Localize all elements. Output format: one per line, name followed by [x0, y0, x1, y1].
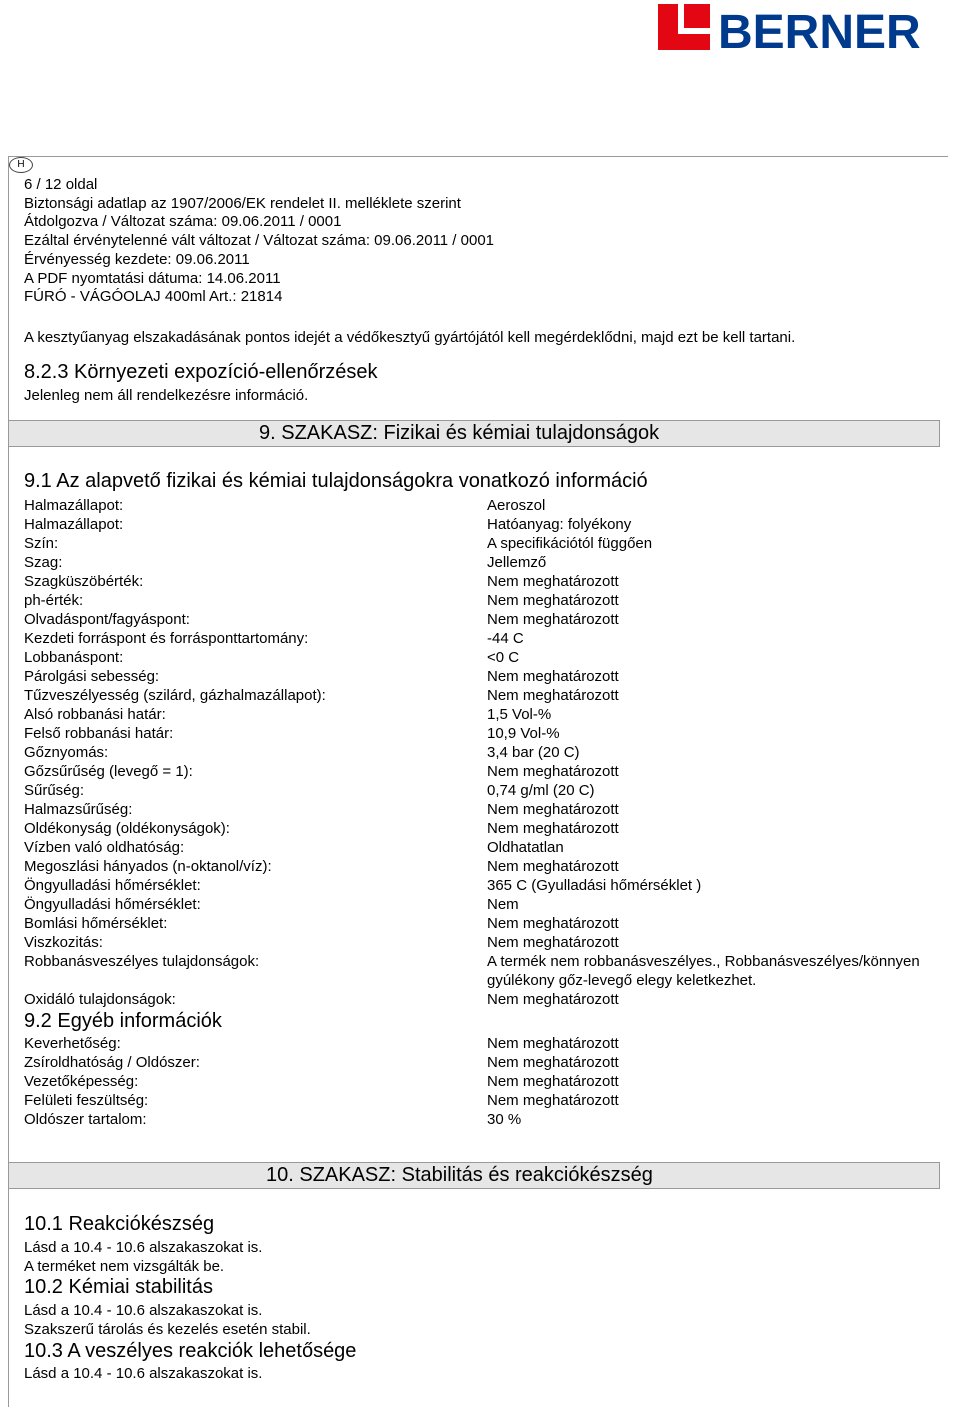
property-value: <0 C — [487, 649, 520, 666]
property-row — [24, 933, 934, 952]
section-9-band — [8, 420, 940, 447]
glove-note: A kesztyűanyag elszakadásának pontos idejét a védőkesztyű gyártójától kell megérdeklődni, majd ezt be kell tartani. — [24, 329, 796, 346]
property-value: Nem meghatározott — [487, 687, 619, 704]
section-9-1-title: 9.1 Az alapvető fizikai és kémiai tulajdonságokra vonatkozó információ — [24, 470, 648, 492]
property-row — [24, 629, 934, 648]
section-10-2-title: 10.2 Kémiai stabilitás — [24, 1276, 213, 1298]
property-value: Nem meghatározott — [487, 801, 619, 818]
property-value: Nem meghatározott — [487, 991, 619, 1008]
property-row — [24, 1053, 934, 1072]
property-value: Nem meghatározott — [487, 611, 619, 628]
section-10-3-title: 10.3 A veszélyes reakciók lehetősége — [24, 1340, 357, 1362]
header-regulation: Biztonsági adatlap az 1907/2006/EK rendelet II. melléklete szerint — [24, 194, 461, 212]
property-label: Halmazállapot: — [24, 516, 124, 533]
property-value: Nem meghatározott — [487, 763, 619, 780]
property-label: Megoszlási hányados (n-oktanol/víz): — [24, 858, 272, 875]
property-label: Zsíroldhatóság / Oldószer: — [24, 1054, 200, 1071]
property-row — [24, 819, 934, 838]
property-row — [24, 705, 934, 724]
property-label: Halmazsűrűség: — [24, 801, 133, 818]
property-value: Nem meghatározott — [487, 592, 619, 609]
property-value: A termék nem robbanásveszélyes., Robbanásveszélyes/könnyen gyúlékony gőz-levegő elegy keletkezhet. — [487, 953, 920, 989]
property-row — [24, 895, 934, 914]
property-value: Nem meghatározott — [487, 573, 619, 590]
property-row — [24, 1034, 934, 1053]
property-value: 30 % — [487, 1111, 522, 1128]
property-value: Hatóanyag: folyékony — [487, 516, 632, 533]
property-value: Aeroszol — [487, 497, 546, 514]
section-10-2-line: Lásd a 10.4 - 10.6 alszakaszokat is. — [24, 1302, 263, 1319]
property-label: Kezdeti forráspont és forrásponttartomány: — [24, 630, 309, 647]
section-10-1-title: 10.1 Reakciókészség — [24, 1213, 215, 1235]
property-label: Alsó robbanási határ: — [24, 706, 166, 723]
property-label: Oxidáló tulajdonságok: — [24, 991, 176, 1008]
property-value: 3,4 bar (20 C) — [487, 744, 580, 761]
property-label: Robbanásveszélyes tulajdonságok: — [24, 953, 260, 970]
property-value: Nem — [487, 896, 519, 913]
document-header — [24, 176, 494, 307]
property-label: Sűrűség: — [24, 782, 85, 799]
property-row — [24, 610, 934, 629]
property-label: Szagküszöbérték: — [24, 573, 144, 590]
property-row — [24, 724, 934, 743]
header-valid-from: Érvényesség kezdete: 09.06.2011 — [24, 250, 250, 268]
property-value: Nem meghatározott — [487, 858, 619, 875]
property-value: Nem meghatározott — [487, 820, 619, 837]
property-value: 10,9 Vol-% — [487, 725, 560, 742]
language-badge: H — [9, 157, 33, 173]
section-8-2-3-text: Jelenleg nem áll rendelkezésre információ. — [24, 387, 309, 404]
property-label: ph-érték: — [24, 592, 84, 609]
property-label: Bomlási hőmérséklet: — [24, 915, 168, 932]
section-10-band — [8, 1162, 940, 1189]
property-value: Nem meghatározott — [487, 1073, 619, 1090]
section-10-1-line: A terméket nem vizsgálták be. — [24, 1258, 225, 1275]
property-label: Viszkozitás: — [24, 934, 103, 951]
property-row — [24, 990, 934, 1009]
section-9-title: 9. SZAKASZ: Fizikai és kémiai tulajdonságok — [259, 422, 660, 444]
property-row — [24, 572, 934, 591]
property-label: Olvadáspont/fagyáspont: — [24, 611, 190, 628]
property-value: Nem meghatározott — [487, 668, 619, 685]
section-10-3-line: Lásd a 10.4 - 10.6 alszakaszokat is. — [24, 1365, 263, 1382]
property-row — [24, 857, 934, 876]
property-label: Vízben való oldhatóság: — [24, 839, 185, 856]
property-value: Nem meghatározott — [487, 934, 619, 951]
property-label: Gőzsűrűség (levegő = 1): — [24, 763, 193, 780]
header-print-date: A PDF nyomtatási dátuma: 14.06.2011 — [24, 269, 281, 287]
property-row — [24, 553, 934, 572]
property-row — [24, 496, 934, 515]
property-value: -44 C — [487, 630, 524, 647]
property-row — [24, 1110, 934, 1129]
property-row — [24, 781, 934, 800]
property-label: Vezetőképesség: — [24, 1073, 139, 1090]
header-product: FÚRÓ - VÁGÓOLAJ 400ml Art.: 21814 — [24, 288, 283, 306]
property-row — [24, 686, 934, 705]
property-value: Jellemző — [487, 554, 547, 571]
property-label: Öngyulladási hőmérséklet: — [24, 877, 201, 894]
section-10-2-line: Szakszerű tárolás és kezelés esetén stabil. — [24, 1321, 311, 1338]
property-label: Tűzveszélyesség (szilárd, gázhalmazállapot): — [24, 687, 326, 704]
property-row — [24, 800, 934, 819]
property-value: 1,5 Vol-% — [487, 706, 552, 723]
section-8-2-3-title: 8.2.3 Környezeti expozíció-ellenőrzések — [24, 361, 378, 383]
property-row — [24, 876, 934, 895]
property-row — [24, 743, 934, 762]
property-label: Halmazállapot: — [24, 497, 124, 514]
property-value: Nem meghatározott — [487, 915, 619, 932]
berner-logo — [658, 4, 960, 54]
property-value: Nem meghatározott — [487, 1092, 619, 1109]
property-label: Szag: — [24, 554, 63, 571]
property-value: Nem meghatározott — [487, 1035, 619, 1052]
header-page: 6 / 12 oldal — [24, 176, 98, 193]
property-value: Nem meghatározott — [487, 1054, 619, 1071]
property-label: Oldószer tartalom: — [24, 1111, 147, 1128]
property-label: Gőznyomás: — [24, 744, 109, 761]
property-label: Felületi feszültség: — [24, 1092, 149, 1109]
property-label: Párolgási sebesség: — [24, 668, 160, 685]
properties-table — [24, 496, 934, 1129]
property-row — [24, 762, 934, 781]
property-row — [24, 952, 934, 990]
property-value: A specifikációtól függően — [487, 535, 653, 552]
header-supersedes: Ezáltal érvénytelenné vált változat / Változat száma: 09.06.2011 / 0001 — [24, 232, 495, 250]
header-revision: Átdolgozva / Változat száma: 09.06.2011 / 0001 — [24, 213, 342, 231]
property-label: Lobbanáspont: — [24, 649, 124, 666]
property-row — [24, 667, 934, 686]
property-row — [24, 1072, 934, 1091]
property-value: 365 C (Gyulladási hőmérséklet ) — [487, 877, 702, 894]
property-label: Felső robbanási határ: — [24, 725, 174, 742]
property-row — [24, 1091, 934, 1110]
section-9-2-title: 9.2 Egyéb információk — [24, 1010, 222, 1032]
property-value: 0,74 g/ml (20 C) — [487, 782, 595, 799]
section-10-1-line: Lásd a 10.4 - 10.6 alszakaszokat is. — [24, 1239, 263, 1256]
property-value: Oldhatatlan — [487, 839, 564, 856]
property-label: Öngyulladási hőmérséklet: — [24, 896, 201, 913]
property-label: Oldékonyság (oldékonyságok): — [24, 820, 230, 837]
property-label: Keverhetőség: — [24, 1035, 121, 1052]
property-row — [24, 838, 934, 857]
property-row — [24, 914, 934, 933]
section-10-title: 10. SZAKASZ: Stabilitás és reakciókészség — [266, 1164, 653, 1186]
property-row — [24, 648, 934, 667]
property-row — [24, 534, 934, 553]
property-row — [24, 591, 934, 610]
logo-text: BERNER — [718, 6, 921, 54]
property-row — [24, 515, 934, 534]
property-label: Szín: — [24, 535, 59, 552]
